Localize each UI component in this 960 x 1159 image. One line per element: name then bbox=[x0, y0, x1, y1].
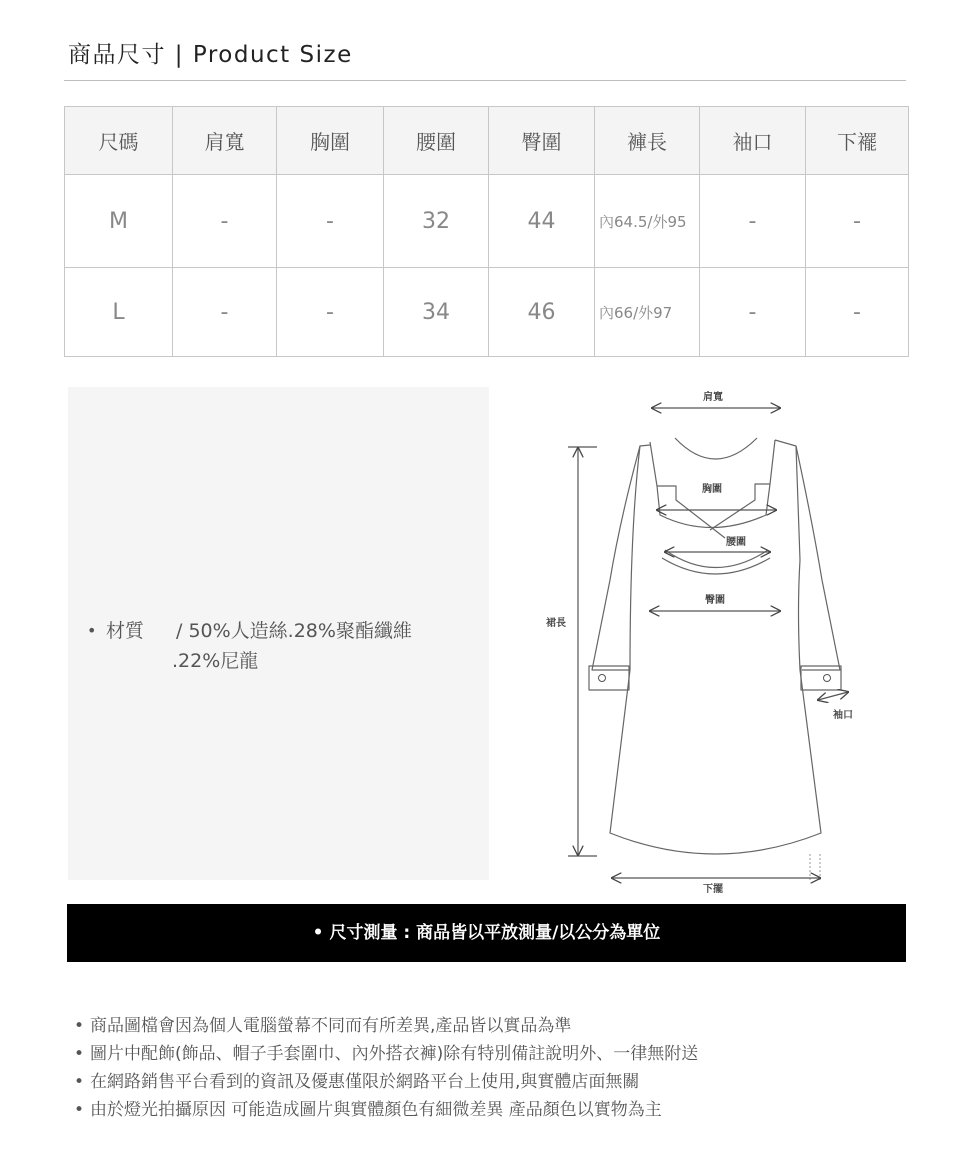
table-cell: - bbox=[700, 175, 806, 268]
header-waist: 腰圍 bbox=[384, 107, 489, 175]
label-cuff: 袖口 bbox=[833, 710, 853, 721]
note-bullet: • bbox=[74, 1100, 85, 1120]
table-cell: - bbox=[806, 268, 909, 357]
material-bullet: • bbox=[87, 621, 97, 640]
list-item bbox=[74, 1012, 698, 1040]
label-length: 裙長 bbox=[546, 618, 566, 629]
material-panel bbox=[68, 387, 489, 880]
table-cell: - bbox=[277, 175, 384, 268]
table-cell: 34 bbox=[384, 268, 489, 357]
table-row bbox=[65, 175, 909, 268]
table-cell: - bbox=[277, 268, 384, 357]
notes-list bbox=[74, 1012, 698, 1124]
label-hem: 下擺 bbox=[703, 884, 723, 895]
table-cell: - bbox=[700, 268, 806, 357]
header-length: 褲長 bbox=[595, 107, 700, 175]
button-icon bbox=[599, 675, 606, 682]
cuff-arrow bbox=[818, 692, 848, 700]
table-cell: - bbox=[173, 268, 277, 357]
list-item bbox=[74, 1096, 698, 1124]
size-table bbox=[64, 106, 909, 357]
note-bullet: • bbox=[74, 1072, 85, 1092]
title-divider bbox=[64, 80, 906, 81]
table-cell: - bbox=[806, 175, 909, 268]
table-cell: 44 bbox=[489, 175, 595, 268]
header-shoulder: 肩寬 bbox=[173, 107, 277, 175]
material-label: 材質 bbox=[106, 620, 145, 642]
table-header-row bbox=[65, 107, 909, 175]
label-shoulder: 肩寬 bbox=[703, 392, 723, 403]
note-bullet: • bbox=[74, 1044, 85, 1064]
material-composition-line1: / 50%人造絲.28%聚酯纖維 bbox=[176, 620, 412, 642]
button-icon bbox=[824, 675, 831, 682]
table-cell: 內66/外97 bbox=[595, 268, 700, 357]
header-size: 尺碼 bbox=[65, 107, 173, 175]
header-hem: 下襬 bbox=[806, 107, 909, 175]
header-hip: 臀圍 bbox=[489, 107, 595, 175]
dress-outline bbox=[589, 438, 841, 854]
header-chest: 胸圍 bbox=[277, 107, 384, 175]
note-bullet: • bbox=[74, 1016, 85, 1036]
label-hip: 臀圍 bbox=[705, 595, 725, 606]
note-text: 商品圖檔會因為個人電腦螢幕不同而有所差異,產品皆以實品為準 bbox=[90, 1016, 572, 1036]
table-cell: 32 bbox=[384, 175, 489, 268]
table-cell: - bbox=[173, 175, 277, 268]
dress-measurement-diagram bbox=[500, 380, 870, 900]
material-composition-line2: .22%尼龍 bbox=[172, 650, 259, 672]
page-title: 商品尺寸 | Product Size bbox=[68, 42, 353, 68]
table-cell: 46 bbox=[489, 268, 595, 357]
list-item bbox=[74, 1040, 698, 1068]
table-cell: L bbox=[65, 268, 173, 357]
table-row bbox=[65, 268, 909, 357]
list-item bbox=[74, 1068, 698, 1096]
note-text: 圖片中配飾(飾品、帽子手套圍巾、內外搭衣褲)除有特別備註說明外、一律無附送 bbox=[90, 1044, 699, 1064]
note-text: 在網路銷售平台看到的資訊及優惠僅限於網路平台上使用,與實體店面無關 bbox=[90, 1072, 640, 1092]
header-cuff: 袖口 bbox=[700, 107, 806, 175]
label-chest: 胸圍 bbox=[702, 484, 722, 495]
table-cell: 內64.5/外95 bbox=[595, 175, 700, 268]
measurement-banner: • 尺寸測量 : 商品皆以平放測量/以公分為單位 bbox=[67, 904, 906, 962]
table-cell: M bbox=[65, 175, 173, 268]
note-text: 由於燈光拍攝原因 可能造成圖片與實體顏色有細微差異 產品顏色以實物為主 bbox=[90, 1100, 662, 1120]
label-waist: 腰圍 bbox=[726, 537, 746, 548]
